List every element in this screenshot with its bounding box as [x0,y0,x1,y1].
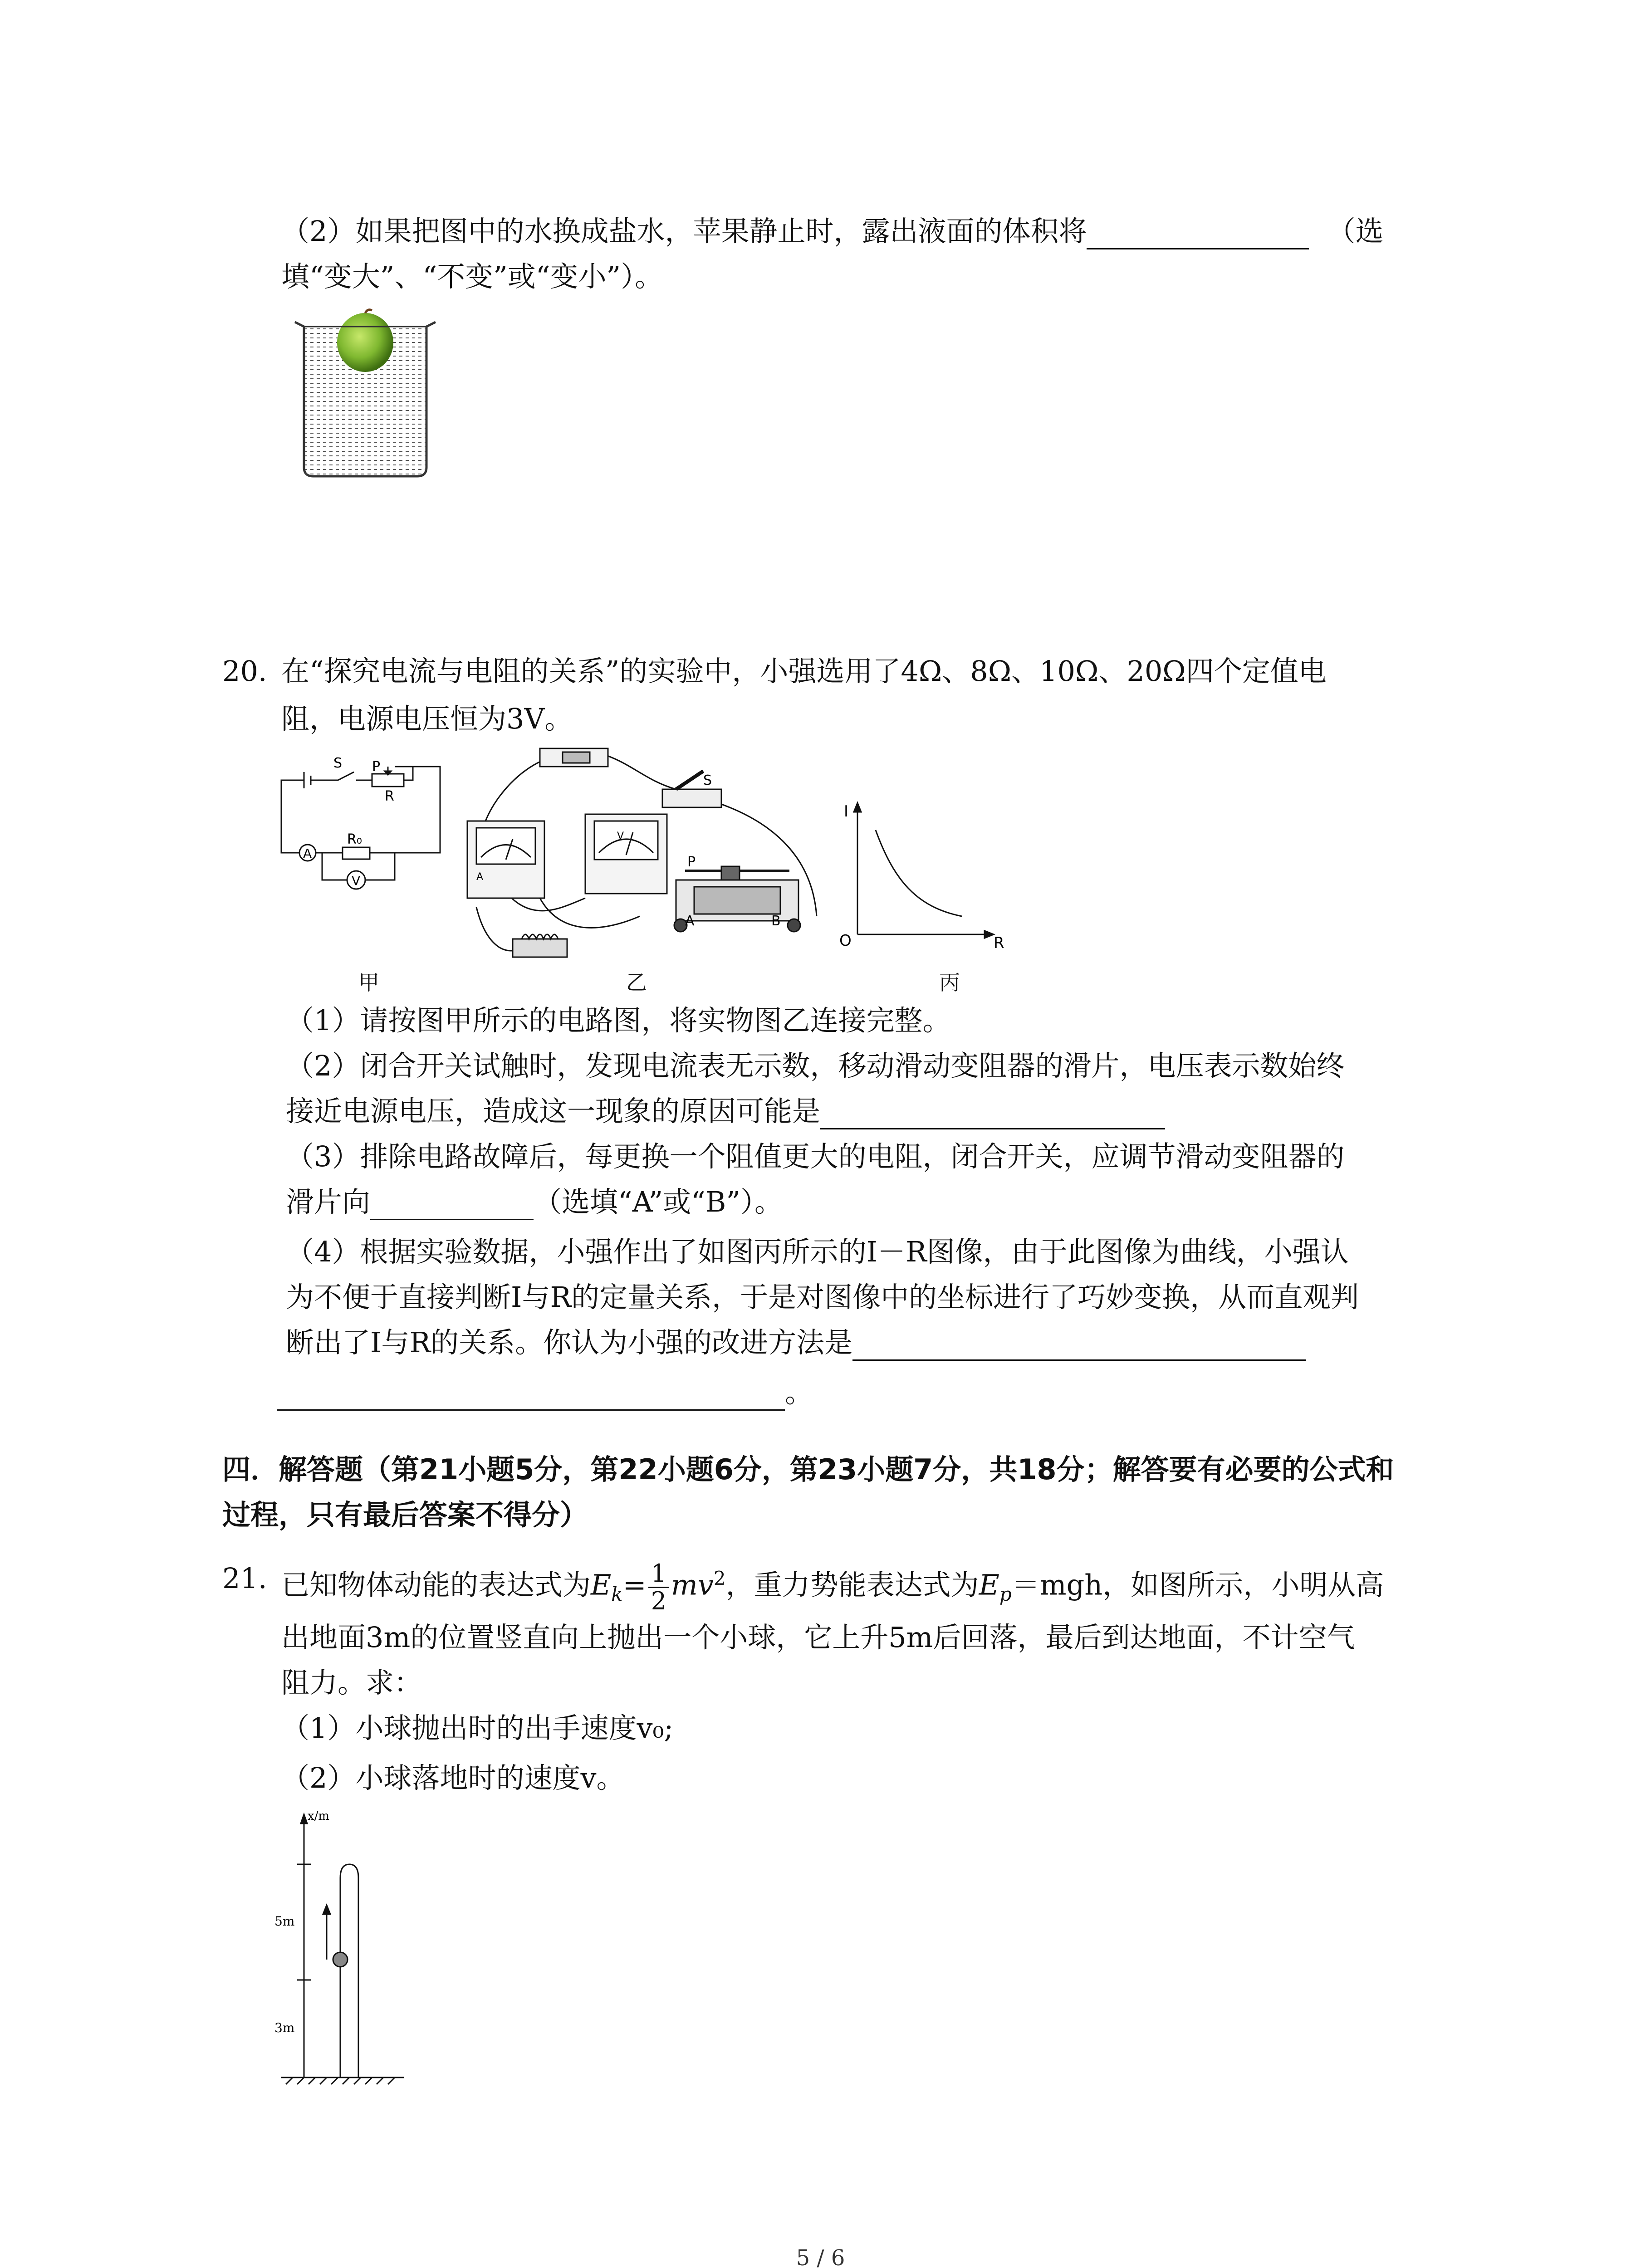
origin-label: O [839,932,852,950]
q20-sub1: （1）请按图甲所示的电路图，将实物图乙连接完整。 [286,1004,951,1037]
q20-sub3-line2: 滑片向 （选填“A”或“B”）。 [286,1184,783,1220]
q21-sub2: （2）小球落地时的速度v。 [281,1761,625,1794]
slider-label-P: P [687,854,696,870]
answer-blank[interactable] [277,1382,785,1411]
svg-text:V: V [617,831,624,842]
section-heading-line1: 四．解答题（第21小题5分，第22小题6分，第23小题7分，共18分；解答要有必要的公式和 [222,1453,1394,1486]
q20-sub2-line2: 接近电源电压，造成这一现象的原因可能是 [286,1093,1165,1129]
terminal-label-B: B [771,913,781,929]
q20-sub4-line4: 。 [277,1374,813,1411]
q20-sub2-line1: （2）闭合开关试触时，发现电流表无示数，移动滑动变阻器的滑片，电压表示数始终 [286,1049,1345,1082]
circuit-diagram-jia [277,744,449,907]
q19-line1: （2）如果把图中的水换成盐水，苹果静止时，露出液面的体积将 （选 [281,213,1383,249]
ammeter-A: A [303,846,312,861]
q21-sub1: （1）小球抛出时的出手速度v₀; [281,1711,674,1745]
q20-sub4-line1: （4）根据实验数据，小强作出了如图丙所示的I－R图像，由于此图像为曲线，小强认 [286,1235,1349,1268]
page-number: 5 / 6 [796,2245,845,2268]
i-r-graph-bing [826,789,1030,962]
q21-number: 21. [222,1562,267,1595]
label-3m: 3m [274,2020,295,2035]
label-R: R [385,788,394,804]
beaker-apple-figure [290,308,445,481]
caption-yi: 乙 [626,970,647,995]
axis-label-x-m: x/m [308,1810,330,1823]
answer-blank[interactable] [852,1332,1306,1361]
q21-line2: 出地面3m的位置竖直向上抛出一个小球，它上升5m后回落，最后到达地面，不计空气 [281,1621,1355,1654]
q21-line1: 已知物体动能的表达式为$E_k=$ $\frac{1}{2}$ $mv^2$，重力势能表达式为$E_p=mgh$，如图所示，小明从高 [281,1559,1384,1616]
fraction-one-half: $\frac{1}{2}$ [648,1560,669,1614]
answer-blank[interactable] [820,1101,1165,1129]
answer-blank[interactable] [1087,221,1309,249]
label-S: S [333,755,343,771]
axis-label-R: R [994,934,1004,952]
q20-sub3-line1: （3）排除电路故障后，每更换一个阻值更大的电阻，闭合开关，应调节滑动变阻器的 [286,1140,1345,1173]
q20-number: 20. [222,655,267,688]
q20-line1: 在“探究电流与电阻的关系”的实验中，小强选用了4Ω、8Ω、10Ω、20Ω四个定值电 [281,655,1327,688]
switch-label-S: S [703,772,712,788]
terminal-label-A: A [685,913,695,929]
voltmeter-V: V [352,873,361,888]
label-R0: R₀ [347,831,362,847]
axis-label-I: I [844,802,849,821]
label-5m: 5m [274,1914,295,1929]
q19-line2: 填“变大”、“不变”或“变小”）。 [281,260,663,293]
answer-blank[interactable] [370,1192,534,1220]
q21-line3: 阻力。求： [281,1666,422,1699]
q20-line2: 阻，电源电压恒为3V。 [281,702,573,735]
q20-sub4-line3: 断出了I与R的关系。你认为小强的改进方法是 [286,1325,1306,1361]
q20-sub4-line2: 为不便于直接判断I与R的定量关系，于是对图像中的坐标进行了巧妙变换，从而直观判 [286,1281,1359,1314]
caption-jia: 甲 [358,970,379,995]
label-P: P [372,759,381,775]
section-heading-line2: 过程，只有最后答案不得分） [222,1498,588,1531]
ball-icon [333,1952,348,1967]
caption-bing: 丙 [939,970,960,995]
throw-ball-figure [272,1810,417,2091]
apple-icon [337,313,393,372]
svg-text:A: A [476,871,484,883]
